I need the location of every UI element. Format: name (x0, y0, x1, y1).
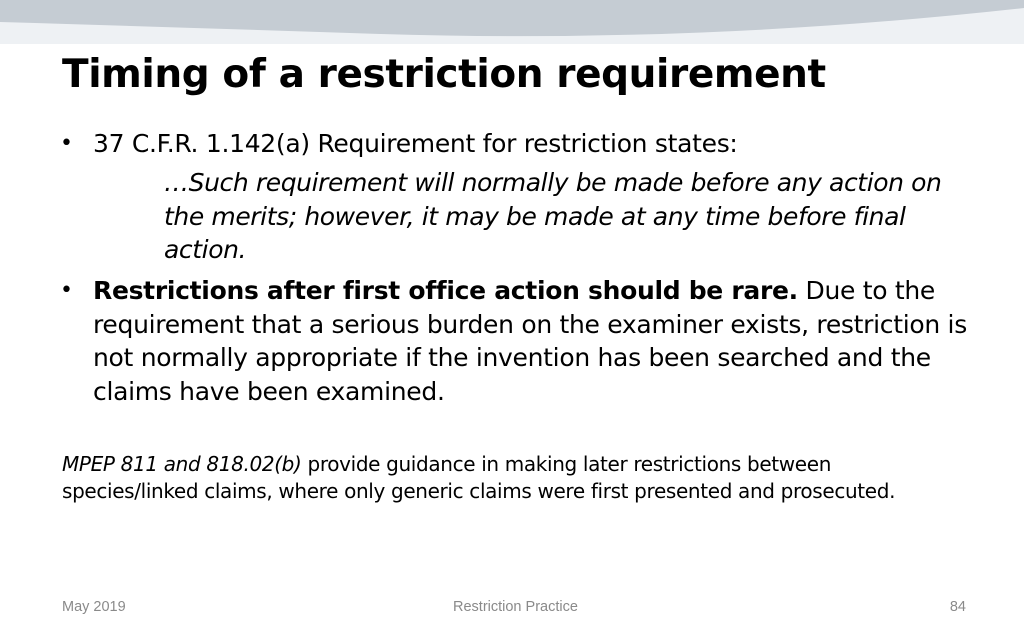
bullet-restrictions-rare (60, 274, 980, 408)
bullet-cfr-requirement (60, 127, 980, 161)
mpep-note (62, 451, 942, 505)
bullet-bold-lead: Restrictions after first office action should be rare. (93, 276, 798, 305)
slide-title: Timing of a restriction requirement (62, 52, 826, 97)
cfr-quote: …Such requirement will normally be made before any action on the merits; however, it may be made at any time before final action. (164, 168, 942, 264)
header-decoration (0, 0, 1024, 44)
footer-date: May 2019 (62, 599, 126, 615)
bullet-text: 37 C.F.R. 1.142(a) Requirement for restriction states: (93, 129, 738, 158)
footer-title: Restriction Practice (453, 599, 578, 615)
bullet-dot: • (60, 278, 73, 303)
page-number: 84 (949, 599, 966, 615)
bullet-body: Due to the requirement that a serious burden on the examiner exists, restriction is not normally appropriate if the invention has been searched and the claims have been examined. (93, 276, 967, 406)
mpep-reference: MPEP 811 and 818.02(b) (62, 452, 302, 476)
mpep-note-text: provide guidance in making later restrictions between species/linked claims, where only generic claims were first presented and prosecuted. (62, 452, 896, 503)
bullet-text (93, 274, 973, 408)
bullet-dot: • (60, 131, 73, 156)
